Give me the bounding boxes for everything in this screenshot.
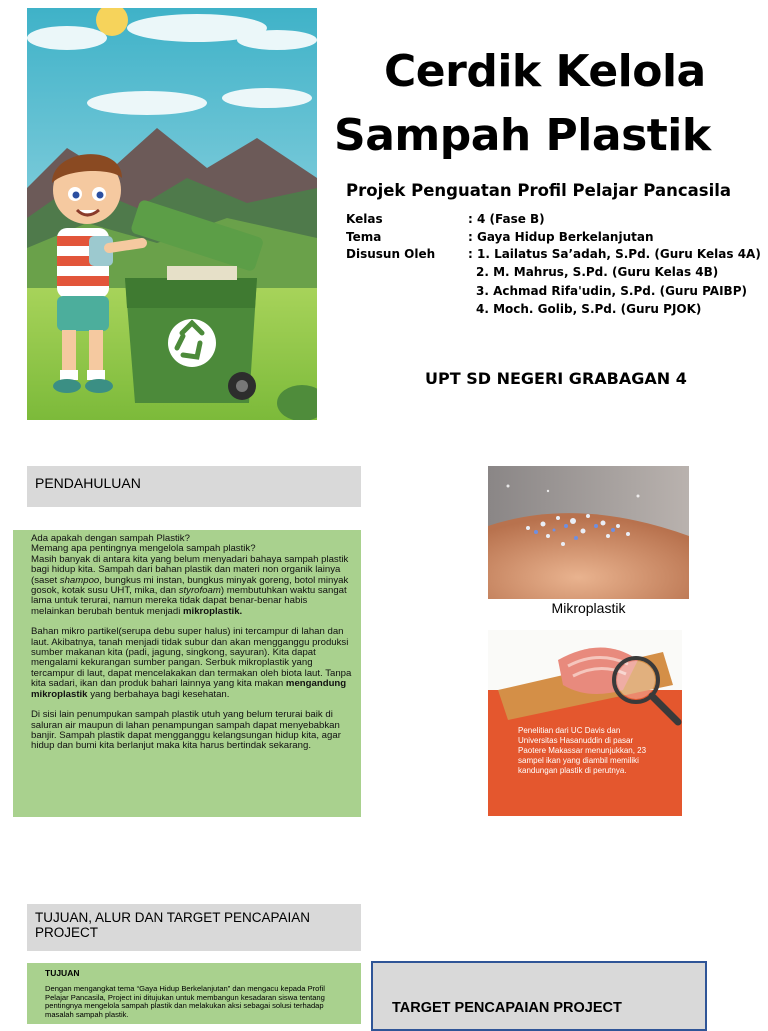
info-value: : Gaya Hidup Berkelanjutan	[468, 230, 654, 244]
info-label: Disusun Oleh	[346, 247, 436, 261]
info-value: 2. M. Mahrus, S.Pd. (Guru Kelas 4B)	[476, 265, 719, 279]
tujuan-text: Dengan mengangkat tema “Gaya Hidup Berkelanjutan” dan mengacu kepada Profil Pelajar Pancasila, Project ini ditujukan untuk membangun kesadaran siswa tentang pentingnya mengelola sampah plastik dan melakukan aksi sebagai solusi terhadap masalah sampah plastik.	[45, 984, 325, 1019]
p1-text: , bungkus mi instan, bungkus minyak goreng, botol minyak gosok, kotak susu UHT, mika, dan	[31, 574, 349, 597]
p2-text: Bahan mikro partikel(serupa debu super halus) ini tercampur di lahan dan laut. Akibatnya, tanah menjadi tidak subur dan akan mengganggu produksi sumber makanan kita (padi, jagung, singkong, sayuran). Kita dapat mengalami kekurangan sumber pangan. Serbuk mikroplastik yang tercampur di laut, dapat mencelakakan dan termakan oleh biota laut. Tanpa kita sadari, ikan dan produk bahari lainnya yang kita makan	[31, 626, 352, 690]
p2-text: yang berbahaya bagi kesehatan.	[87, 688, 230, 700]
pendahuluan-header	[27, 466, 361, 507]
p1-bold: mikroplastik.	[183, 605, 243, 617]
school-name: UPT SD NEGERI GRABAGAN 4	[425, 369, 687, 388]
pendahuluan-title: PENDAHULUAN	[35, 475, 141, 491]
cover-illustration	[27, 8, 317, 420]
info-label: Tema	[346, 230, 382, 244]
p2-bold: mengandung mikroplastik	[31, 678, 347, 700]
tujuan-subheading: TUJUAN	[45, 968, 80, 978]
document-title	[334, 40, 754, 168]
p1-text: ) membutuhkan waktu sangat lama untuk terurai, namun mereka tidak dapat benar-benar habis melainkan berubah bentuk menjadi	[31, 585, 347, 617]
pendahuluan-body	[13, 530, 361, 817]
p1-question-1: Ada apakah dengan sampah Plastik?	[31, 533, 190, 544]
tujuan-header	[27, 904, 361, 951]
target-pencapaian-box	[371, 961, 707, 1031]
info-value: : 4 (Fase B)	[468, 212, 545, 226]
paragraph-2	[31, 627, 353, 700]
info-value: 3. Achmad Rifa'udin, S.Pd. (Guru PAIBP)	[476, 284, 747, 298]
p1-italic-shampoo: shampoo	[59, 574, 100, 586]
research-text: Penelitian dari UC Davis dan Universitas Hasanuddin di pasar Paotere Makassar menunjukkan, 23 sampel ikan yang diambil memiliki kandungan plastik di perutnya.	[518, 726, 647, 775]
paragraph-1	[31, 534, 353, 617]
title-line-1: Cerdik Kelola	[384, 46, 706, 97]
p1-question-2: Memang apa pentingnya mengelola sampah plastik?	[31, 543, 256, 555]
tujuan-body	[27, 963, 361, 1024]
research-infographic	[488, 630, 682, 816]
pendahuluan-text	[31, 534, 353, 762]
p1-text: Masih banyak di antara kita yang belum menyadari bahaya sampah plastik bagi hidup kita. Sampah dari bahan plastik dan materi non organik lainya (saset	[31, 553, 349, 586]
microplastic-photo	[488, 466, 689, 599]
p1-italic-styrofoam: styrofoam	[178, 585, 221, 597]
tujuan-title: TUJUAN, ALUR DAN TARGET PENCAPAIAN PROJECT	[35, 910, 311, 940]
microplastic-caption: Mikroplastik	[551, 600, 626, 616]
info-value: 4. Moch. Golib, S.Pd. (Guru PJOK)	[476, 302, 702, 316]
title-line-2: Sampah Plastik	[334, 110, 711, 161]
info-value: : 1. Lailatus Sa’adah, S.Pd. (Guru Kelas 4A)	[468, 247, 761, 261]
info-label: Kelas	[346, 212, 383, 226]
target-title: TARGET PENCAPAIAN PROJECT	[392, 1000, 622, 1016]
paragraph-3: Di sisi lain penumpukan sampah plastik utuh yang belum terurai baik di saluran air maupun di lahan penampungan sampah dapat menyebabkan banjir. Sampah plastik dapat mengganggu kelangsungan hidup kita, agar hidup dan bumi kita berlanjut maka kita harus bertindak sekarang.	[31, 709, 341, 752]
subtitle: Projek Penguatan Profil Pelajar Pancasila	[346, 181, 732, 200]
